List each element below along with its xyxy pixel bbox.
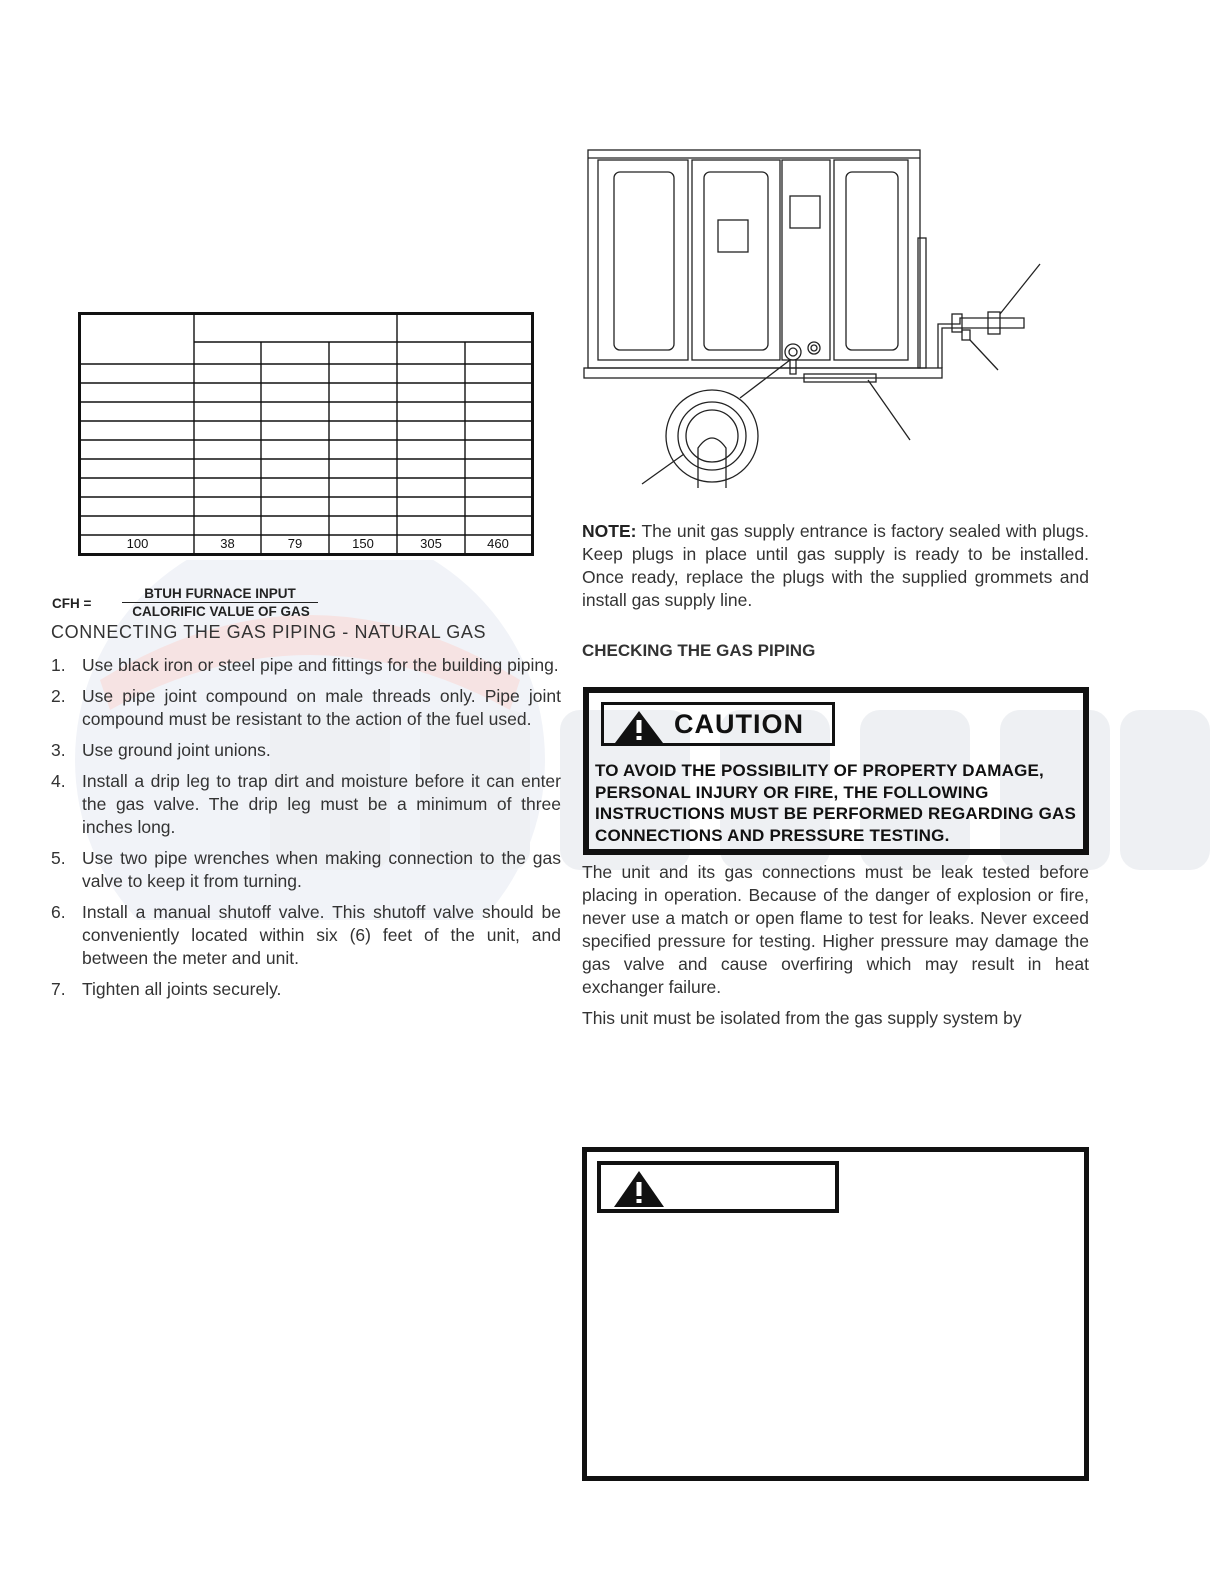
list-item-number: 2. xyxy=(51,686,66,706)
list-item xyxy=(51,739,561,762)
list-item xyxy=(51,654,561,677)
list-item-text: Install a manual shutoff valve. This shutoff valve should be conveniently located within six (6) feet of the unit, and between the meter and unit. xyxy=(82,902,561,968)
list-item-text: Use ground joint unions. xyxy=(82,740,271,760)
instruction-list xyxy=(51,654,561,1009)
note-label: NOTE: xyxy=(582,521,637,541)
table-cell: 150 xyxy=(352,536,374,551)
unit-gas-connection-drawing xyxy=(580,148,1050,508)
warning-label xyxy=(597,1161,839,1213)
list-item-number: 4. xyxy=(51,771,66,791)
list-item xyxy=(51,847,561,893)
pipe-capacity-table xyxy=(78,312,534,556)
formula-lhs: CFH = xyxy=(52,596,92,611)
caution-text: TO AVOID THE POSSIBILITY OF PROPERTY DAMAGE, PERSONAL INJURY OR FIRE, THE FOLLOWING INSTRUCTIONS MUST BE PERFORMED REGARDING GAS CONNECTIONS AND PRESSURE TESTING. xyxy=(595,761,1077,845)
table-cell: 460 xyxy=(487,536,509,551)
caution-title: CAUTION xyxy=(674,709,804,739)
list-item-number: 1. xyxy=(51,655,66,675)
formula-denominator: CALORIFIC VALUE OF GAS xyxy=(132,604,310,619)
list-item-text: Install a drip leg to trap dirt and moisture before it can enter the gas valve. The drip leg must be a minimum of three inches long. xyxy=(82,771,561,837)
section-heading: CONNECTING THE GAS PIPING - NATURAL GAS xyxy=(51,622,487,642)
caution-box xyxy=(583,687,1089,855)
list-item-number: 5. xyxy=(51,848,66,868)
body-paragraph: The unit and its gas connections must be leak tested before placing in operation. Because of the danger of explosion or fire, never use a match or open flame to test for leaks. Never exceed specified pressure for testing. Higher pressure may damage the gas valve and cause overfiring which may result in heat exchanger failure. xyxy=(582,862,1089,997)
list-item xyxy=(51,685,561,731)
table-cell: 79 xyxy=(287,536,303,551)
list-item xyxy=(51,978,561,1001)
formula-numerator: BTUH FURNACE INPUT xyxy=(122,586,318,603)
warning-triangle-icon xyxy=(613,1170,665,1208)
list-item xyxy=(51,770,561,839)
table-cell-length: 100 xyxy=(126,536,149,551)
table-cell: 38 xyxy=(220,536,235,551)
cfh-formula xyxy=(52,586,342,622)
list-item-text: Use pipe joint compound on male threads only. Pipe joint compound must be resistant to the action of the fuel used. xyxy=(82,686,561,729)
warning-triangle-icon xyxy=(614,710,664,744)
section-heading: CHECKING THE GAS PIPING xyxy=(582,641,816,660)
list-item-text: Use black iron or steel pipe and fittings for the building piping. xyxy=(82,655,559,675)
caution-label xyxy=(601,702,835,746)
list-item xyxy=(51,901,561,970)
body-paragraph: This unit must be isolated from the gas supply system by xyxy=(582,1008,1022,1028)
list-item-number: 7. xyxy=(51,979,66,999)
list-item-text: Use two pipe wrenches when making connection to the gas valve to keep it from turning. xyxy=(82,848,561,891)
note-text: The unit gas supply entrance is factory sealed with plugs. Keep plugs in place until gas supply is ready to be installed. Once ready, replace the plugs with the supplied grommets and install gas supply line. xyxy=(582,521,1089,610)
note-paragraph xyxy=(582,520,1089,612)
list-item-number: 6. xyxy=(51,902,66,922)
table-cell: 305 xyxy=(420,536,442,551)
table-grid xyxy=(81,315,531,553)
list-item-number: 3. xyxy=(51,740,66,760)
warning-box xyxy=(582,1147,1089,1481)
list-item-text: Tighten all joints securely. xyxy=(82,979,282,999)
